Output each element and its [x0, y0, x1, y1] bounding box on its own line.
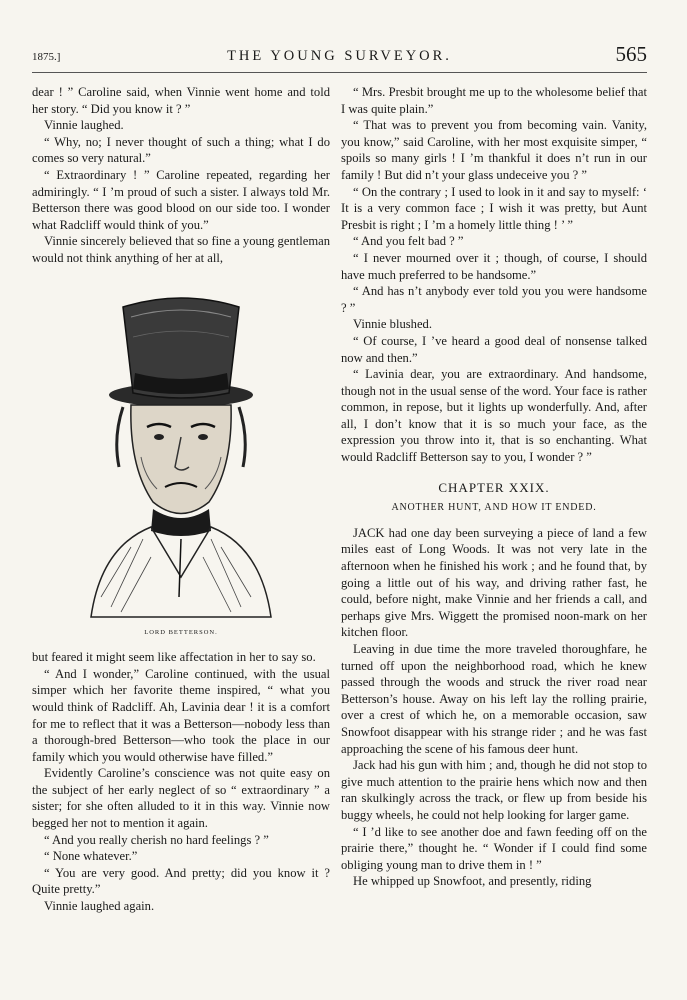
right-column — [341, 84, 647, 890]
paragraph: “ On the contrary ; I used to look in it and say to myself: ‘ It is a very common face ; I wish it was pretty, but Aunt Presbit is right ; I ’m a homely little thing ! ’ ” — [341, 184, 647, 232]
paragraph: “ You are very good. And pretty; did you know it ? Quite pretty.” — [32, 865, 330, 897]
paragraph: “ Of course, I ’ve heard a good deal of nonsense talked now and then.” — [341, 333, 647, 365]
paragraph: Vinnie laughed again. — [44, 899, 155, 914]
paragraph: but feared it might seem like affectation in her to say so. — [32, 650, 316, 665]
illustration-caption: LORD BETTERSON. — [144, 628, 218, 636]
paragraph: “ Lavinia dear, you are extraordinary. And handsome, though not in the usual sense of the word. Your face is rather common, in repose, but it lights up wonderfully. And, after all, I don’t know that it is so much your face, as the expression you throw into it, that is so enchanting. What would Radcliff Betterson say to you, I wonder ? ” — [341, 367, 647, 465]
paragraph: “ And has n’t anybody ever told you you were handsome ? ” — [341, 284, 647, 315]
engraving-portrait — [61, 277, 301, 622]
paragraph: Jack had his gun with him ; and, though he did not stop to give much attention to the prairie hens which now and then ran skulkingly across the track, or flew up from beside his buggy wheels, he could not help looking for larger game. — [341, 758, 647, 822]
paragraph: Vinnie laughed. — [44, 118, 124, 133]
face — [131, 405, 231, 514]
paragraph: JACK had one day been surveying a piece of land a few miles east of Long Woods. It was not very late in the afternoon when he finished his work ; and he found that, by going a little out of his way, and driving rather fast, he could, before night, make Vinnie and her friends a call, and perhaps give Mrs. Wiggett the promised noon-mark on her kitchen floor. — [341, 525, 647, 640]
paragraph: “ None whatever.” — [44, 849, 138, 864]
header-title: THE YOUNG SURVEYOR. — [227, 48, 452, 64]
illustration-lord-betterson — [32, 277, 330, 642]
paragraph: Vinnie blushed. — [353, 317, 432, 332]
paragraph: Leaving in due time the more traveled thoroughfare, he turned off upon the neighborhood road, which he knew passed through the woods and struck the river road near Betterson’s house. Away on his left lay the rolling prairie, over a crest of which he, on a memorable occasion, saw Snowfoot disappear with his strange rider ; and he was fast approaching the scene of his famous deer hunt. — [341, 642, 647, 756]
header-year: 1875.] — [32, 51, 61, 63]
chapter-subtitle: ANOTHER HUNT, AND HOW IT ENDED. — [391, 502, 597, 514]
paragraph: “ Extraordinary ! ” Caroline repeated, regarding her admiringly. “ I ’m proud of such a sister. I always told Mr. Betterson there was good blood on our side too. I wonder what Radcliff would think of you.” — [32, 167, 330, 232]
running-header — [32, 42, 647, 72]
paragraph: Evidently Caroline’s conscience was not quite easy on the subject of her early neglect of so “ extraordinary ” a sister; for she often alluded to it in this way. Vinnie now begged her not to mention it again. — [32, 766, 330, 831]
paragraph: “ And you felt bad ? ” — [353, 234, 464, 249]
paragraph: “ And I wonder,” Caroline continued, with the usual simper which her favorite theme inspired, “ what you would think of Radcliff. Ah, Lavinia dear ! it is a comfort for me to reflect that it was a Betterson—nobody less than a thorough-bred Betterson—who took the place in our family which you would otherwise have filled.” — [32, 666, 330, 764]
left-column — [32, 84, 330, 915]
paragraph: Vinnie sincerely believed that so fine a young gentleman would not think anything of her at all, — [32, 234, 331, 265]
paragraph: “ Why, no; I never thought of such a thing; what I do comes so very natural.” — [32, 134, 330, 166]
paragraph: “ I never mourned over it ; though, of course, I should have much preferred to be handsome.” — [341, 250, 647, 282]
paragraph: “ Mrs. Presbit brought me up to the wholesome belief that I was quite plain.” — [341, 85, 647, 116]
page-number: 565 — [615, 42, 647, 66]
chapter-heading: CHAPTER XXIX. — [438, 479, 550, 495]
paragraph: dear ! ” Caroline said, when Vinnie went home and told her story. “ Did you know it ? ” — [32, 85, 330, 116]
paragraph: He whipped up Snowfoot, and presently, riding — [353, 874, 592, 889]
paragraph: “ That was to prevent you from becoming vain. Vanity, you know,” said Caroline, with her most exquisite simper, “ spoils so many girls ! I ’m thankful it does n’t run in our family ! But did n’t your glass undeceive you ? ” — [341, 118, 647, 182]
paragraph: “ I ’d like to see another doe and fawn feeding off on the prairie there,” thought he. “ Wonder if I could find some obliging young man to drive them in ! ” — [341, 824, 647, 872]
header-rule — [32, 72, 647, 73]
paragraph: “ And you really cherish no hard feelings ? ” — [44, 832, 269, 847]
